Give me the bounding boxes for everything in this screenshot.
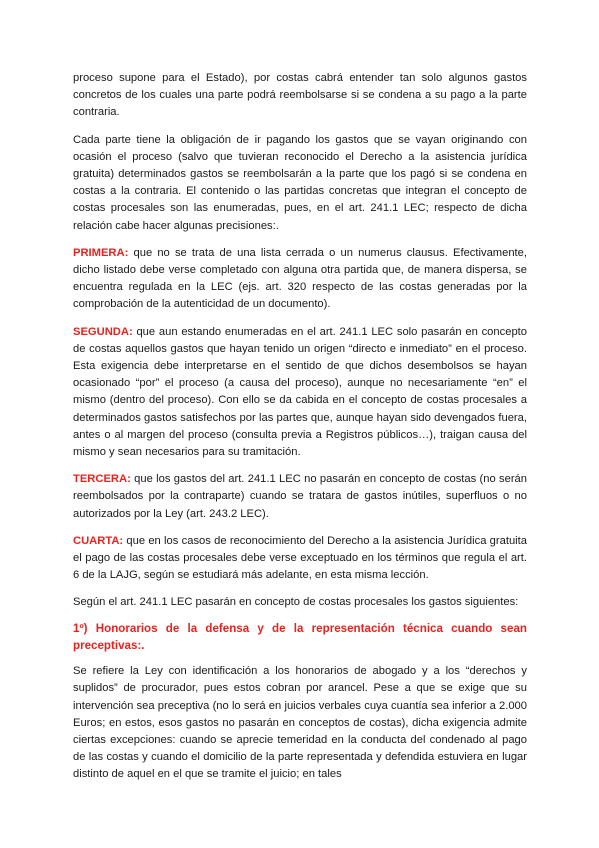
cuarta-label: CUARTA: xyxy=(73,534,124,547)
paragraph-list-intro: Según el art. 241.1 LEC pasarán en concepto de costas procesales los gastos siguientes: xyxy=(73,596,519,609)
paragraph-primera xyxy=(73,245,527,314)
tercera-text: que los gastos del art. 241.1 LEC no pasarán en concepto de costas (no serán reembolsados por la contraparte) cuando se tratara de gastos inútiles, superfluos o no autorizados por la Ley (art. 243.2 LEC). xyxy=(73,473,527,520)
paragraph-obligation: Cada parte tiene la obligación de ir pagando los gastos que se vayan originando con ocasión el proceso (salvo que tuvieran reconocido el Derecho a la asistencia jurídica gratuita) determinados gastos se reembolsarán a la parte que los pagó si se condena en costas a la contraria. El contenido o las partidas concretas que integran el concepto de costas procesales son las enumeradas, pues, en el art. 241.1 LEC; respecto de dicha relación cabe hacer algunas precisiones:. xyxy=(73,133,527,232)
paragraph-continuation: proceso supone para el Estado), por costas cabrá entender tan solo algunos gastos concretos de los cuales una parte podrá reembolsarse si se condena a su pago a la parte contraria. xyxy=(73,72,527,119)
paragraph-cuarta xyxy=(73,533,527,585)
primera-label: PRIMERA: xyxy=(73,246,129,259)
cuarta-text: que en los casos de reconocimiento del Derecho a la asistencia Jurídica gratuita el pago de las costas procesales debe verse exceptuado en los términos que regula el art. 6 de la LAJG, según se estudiará más adelante, en esta misma lección. xyxy=(73,534,527,582)
section-heading-honorarios: 1º) Honorarios de la defensa y de la representación técnica cuando sean preceptivas:. xyxy=(73,621,527,652)
paragraph-honorarios: Se refiere la Ley con identificación a los honorarios de abogado y a los “derechos y suplidos” de procurador, pues estos cobran por arancel. Pese a que se exige que su intervención sea preceptiva (no lo será en juicios verbales cuya cuantía sea inferior a 2.000 Euros; en estos, esos gastos no pasarán en conceptos de costas), dicha exigencia admite ciertas excepciones: cuando se aprecie temeridad en la conducta del condenado al pago de las costas y cuando el domicilio de la parte representada y defendida estuviera en lugar distinto de aquel en el que se tramite el juicio; en tales xyxy=(73,665,527,781)
segunda-label: SEGUNDA: xyxy=(73,325,133,338)
paragraph-segunda xyxy=(73,324,527,462)
segunda-text: que aun estando enumeradas en el art. 241.1 LEC solo pasarán en concepto de costas aquellos gastos que hayan tenido un origen “directo e inmediato” en el proceso. Esta exigencia debe interpretarse en el sentido de que dichos desembolsos se hayan ocasionado “por” el proceso (a causa del proceso), aunque no necesariamente “en” el mismo (dentro del proceso). Con ello se da cabida en el concepto de costas procesales a determinados gastos satisfechos por las partes que, aunque hayan sido devengados fuera, antes o al margen del proceso (consulta previa a Registros públicos…), traigan causa del mismo y sean necesarios para su tramitación. xyxy=(73,325,527,459)
primera-text: que no se trata de una lista cerrada o un numerus clausus. Efectivamente, dicho listado debe verse completado con alguna otra partida que, de manera dispersa, se encuentra regulada en la LEC (ejs. art. 320 respecto de las costas generadas por la comprobación de la autenticidad de un documento). xyxy=(73,246,527,311)
paragraph-tercera xyxy=(73,471,527,523)
tercera-label: TERCERA: xyxy=(73,473,131,486)
